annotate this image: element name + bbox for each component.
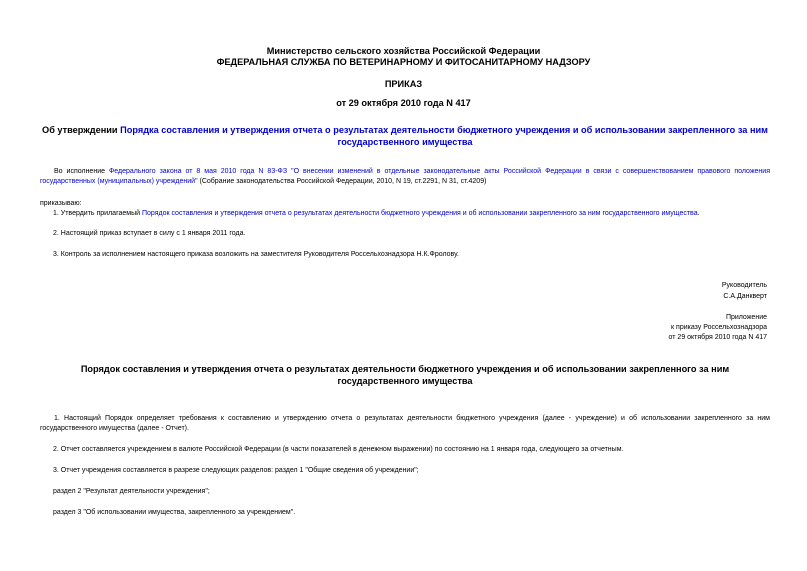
item-3: 3. Контроль за исполнением настоящего приказа возложить на заместителя Руководителя Россельхознадзора Н.К.Фролову. (53, 251, 459, 258)
procedure-paragraph-4: раздел 2 "Результат деятельности учреждения"; (53, 488, 210, 495)
procedure-paragraph-1: 1. Настоящий Порядок определяет требования к составлению и утверждению отчета о результатах деятельности бюджетного учреждения (далее - учреждение) и об использовании закрепленного за ним государственного имущества (далее - Отчет). (40, 415, 770, 432)
procedure-paragraph-3: 3. Отчет учреждения составляется в разрезе следующих разделов: раздел 1 "Общие сведения об учреждении"; (53, 467, 419, 474)
order-word: приказываю: (40, 200, 82, 207)
preamble (40, 167, 770, 186)
order-title-prefix: Об утверждении (42, 125, 121, 135)
appendix-date: от 29 октября 2010 года N 417 (668, 334, 767, 341)
procedure-paragraph-2: 2. Отчет составляется учреждением в валюте Российской Федерации (в части показателей в денежном выражении) по состоянию на 1 января года, следующего за отчетным. (53, 446, 624, 453)
procedure-paragraph-5: раздел 3 "Об использовании имущества, закрепленного за учреждением". (53, 509, 296, 516)
item-1 (53, 209, 700, 219)
preamble-end: (Собрание законодательства Российской Федерации, 2010, N 19, ст.2291, N 31, ст.4209) (197, 177, 487, 185)
service-name: ФЕДЕРАЛЬНАЯ СЛУЖБА ПО ВЕТЕРИНАРНОМУ И ФИТОСАНИТАРНОМУ НАДЗОРУ (216, 57, 591, 67)
signature-name: С.А.Данкверт (723, 293, 767, 300)
item-2: 2. Настоящий приказ вступает в силу с 1 января 2011 года. (53, 230, 246, 237)
preamble-start: Во исполнение (54, 168, 109, 175)
order-date-number: от 29 октября 2010 года N 417 (336, 98, 471, 108)
item-1-end: . (697, 210, 700, 217)
order-title-link[interactable]: Порядка составления и утверждения отчета о результатах деятельности бюджетного учреждения и об использовании закрепленного за ним государственного имущества (120, 125, 768, 147)
signature-position: Руководитель (721, 282, 767, 289)
appendix-to-order: к приказу Россельхознадзора (671, 324, 767, 331)
appendix-label: Приложение (725, 314, 767, 321)
item-1-start: 1. Утвердить прилагаемый (53, 210, 142, 217)
procedure-title: Порядок составления и утверждения отчета о результатах деятельности бюджетного учреждения и об использовании закрепленного за ним государственного имущества (80, 364, 730, 386)
order-title (40, 125, 770, 148)
federal-law-link[interactable]: Федерального закона от 8 мая 2010 года N 83-ФЗ "О внесении изменений в отдельные законодательные акты Российской Федерации в связи с совершенствованием правового положения государственных (муниципальных) учреждений" (40, 168, 770, 185)
procedure-link[interactable]: Порядок составления и утверждения отчета о результатах деятельности бюджетного учреждения и об использовании закрепленного за ним государственного имущества (141, 210, 698, 217)
ministry-name: Министерство сельского хозяйства Российской Федерации (266, 46, 541, 56)
document-type: ПРИКАЗ (384, 79, 423, 89)
